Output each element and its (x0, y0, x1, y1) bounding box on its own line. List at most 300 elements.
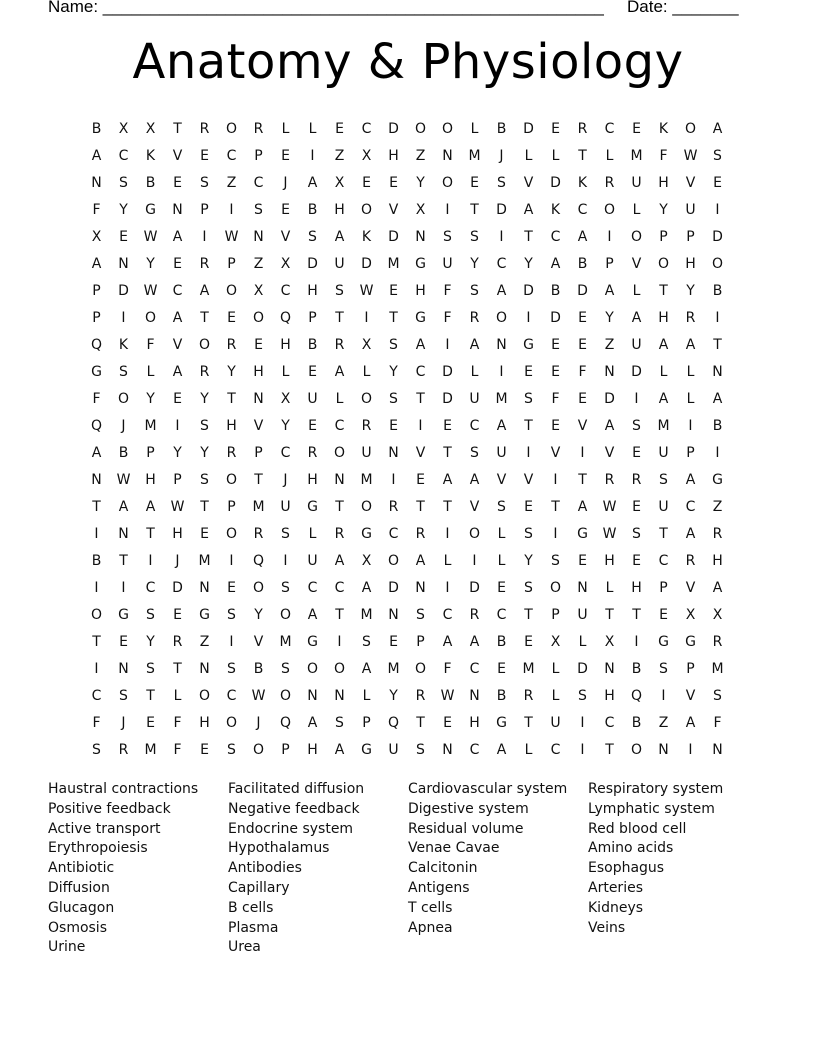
grid-letter: L (578, 633, 587, 650)
grid-letter: N (199, 579, 210, 596)
grid-letter: A (712, 579, 723, 596)
grid-letter: D (388, 579, 399, 596)
grid-letter: R (226, 444, 237, 461)
grid-letter: T (92, 498, 101, 515)
grid-letter: S (281, 660, 290, 677)
word-list-column-1 (48, 780, 228, 958)
word-list-column-3 (408, 780, 588, 938)
grid-letter: K (550, 201, 561, 218)
grid-letter: N (658, 741, 669, 758)
grid-letter: P (551, 606, 560, 623)
grid-row (83, 358, 731, 385)
grid-letter: N (334, 471, 345, 488)
grid-row (83, 466, 731, 493)
grid-letter: T (578, 147, 587, 164)
grid-letter: E (551, 336, 560, 353)
grid-letter: N (415, 579, 426, 596)
word-list-item: Antibiotic (48, 860, 115, 877)
grid-letter: E (551, 417, 560, 434)
grid-letter: E (578, 309, 587, 326)
grid-letter: Y (686, 282, 695, 299)
grid-letter: E (308, 363, 317, 380)
grid-letter: V (172, 336, 183, 353)
word-list-item: Haustral contractions (48, 781, 199, 797)
grid-letter: R (469, 309, 480, 326)
grid-letter: L (362, 687, 371, 704)
grid-letter: Y (119, 201, 128, 218)
grid-letter: Y (524, 255, 533, 272)
word-list-item: Plasma (228, 919, 279, 936)
grid-letter: Y (416, 174, 425, 191)
grid-letter: A (658, 390, 669, 407)
grid-letter: V (685, 579, 696, 596)
grid-letter: A (91, 444, 102, 461)
grid-letter: N (577, 579, 588, 596)
grid-row (83, 520, 731, 547)
grid-letter: Z (658, 714, 669, 731)
grid-letter: H (631, 579, 642, 596)
grid-letter: O (414, 120, 427, 137)
word-list-item: Capillary (228, 879, 290, 896)
grid-letter: Y (227, 363, 236, 380)
grid-letter: I (148, 552, 153, 569)
grid-letter: A (118, 498, 129, 515)
grid-letter: A (172, 228, 183, 245)
grid-letter: P (281, 741, 290, 758)
grid-letter: T (173, 120, 182, 137)
grid-letter: I (229, 633, 234, 650)
grid-letter: Y (146, 633, 155, 650)
grid-letter: E (173, 606, 182, 623)
word-list-item: Lymphatic system (588, 800, 715, 817)
grid-letter: G (91, 363, 102, 380)
word-list-item: Respiratory system (588, 781, 724, 797)
grid-letter: L (308, 525, 317, 542)
grid-letter: C (469, 741, 480, 758)
grid-letter: X (685, 606, 696, 623)
grid-letter: J (121, 417, 126, 434)
grid-letter: F (173, 741, 182, 758)
grid-letter: G (307, 498, 318, 515)
grid-letter: A (91, 147, 102, 164)
grid-letter: A (496, 417, 507, 434)
grid-letter: Z (199, 633, 210, 650)
grid-letter: T (551, 498, 560, 515)
grid-row (83, 412, 731, 439)
grid-letter: A (469, 633, 480, 650)
grid-letter: I (445, 201, 450, 218)
grid-letter: E (281, 201, 290, 218)
grid-letter: D (577, 660, 588, 677)
grid-letter: B (496, 633, 507, 650)
grid-letter: G (199, 606, 210, 623)
grid-letter: E (200, 525, 209, 542)
grid-letter: R (415, 687, 426, 704)
grid-letter: A (685, 525, 696, 542)
grid-letter: C (172, 282, 183, 299)
grid-letter: R (199, 120, 210, 137)
grid-letter: L (497, 525, 506, 542)
grid-letter: Q (279, 714, 292, 731)
grid-letter: N (496, 336, 507, 353)
grid-letter: A (145, 498, 156, 515)
grid-letter: C (469, 660, 480, 677)
grid-letter: B (91, 120, 102, 137)
grid-letter: K (145, 147, 156, 164)
word-list-item: Urea (228, 939, 261, 956)
grid-letter: F (92, 714, 101, 731)
grid-letter: Q (90, 336, 103, 353)
grid-row (83, 709, 731, 736)
grid-letter: O (711, 255, 724, 272)
grid-letter: A (550, 255, 561, 272)
grid-letter: E (308, 417, 317, 434)
grid-letter: A (415, 552, 426, 569)
grid-letter: E (416, 471, 425, 488)
grid-letter: E (659, 606, 668, 623)
grid-row (83, 574, 731, 601)
grid-letter: G (712, 471, 723, 488)
grid-letter: C (226, 687, 237, 704)
grid-letter: E (713, 174, 722, 191)
word-list-item: Antibodies (228, 860, 302, 877)
grid-letter: L (605, 147, 614, 164)
grid-letter: Y (254, 606, 263, 623)
grid-letter: O (198, 336, 211, 353)
grid-letter: K (118, 336, 129, 353)
grid-letter: T (524, 228, 533, 245)
grid-letter: H (685, 255, 696, 272)
grid-row (83, 736, 731, 763)
grid-letter: C (361, 120, 372, 137)
grid-letter: S (632, 525, 641, 542)
grid-row (83, 277, 731, 304)
grid-letter: T (173, 660, 182, 677)
grid-letter: G (496, 714, 507, 731)
grid-letter: N (307, 687, 318, 704)
grid-letter: H (712, 552, 723, 569)
grid-letter: X (334, 174, 345, 191)
name-field-label: Name: _____________________________________________________ (48, 0, 604, 16)
grid-letter: S (524, 525, 533, 542)
grid-letter: Y (605, 309, 614, 326)
grid-letter: R (388, 498, 399, 515)
grid-letter: G (307, 633, 318, 650)
grid-letter: N (712, 363, 723, 380)
grid-row (83, 250, 731, 277)
grid-letter: L (362, 363, 371, 380)
grid-letter: Y (389, 363, 398, 380)
grid-letter: S (227, 660, 236, 677)
grid-letter: O (468, 525, 481, 542)
grid-letter: M (360, 606, 373, 623)
grid-letter: R (361, 417, 372, 434)
grid-letter: O (441, 174, 454, 191)
grid-letter: B (631, 660, 642, 677)
grid-letter: E (524, 633, 533, 650)
grid-letter: P (686, 444, 695, 461)
grid-letter: W (251, 687, 266, 704)
grid-row (83, 547, 731, 574)
grid-letter: E (578, 552, 587, 569)
grid-letter: M (360, 471, 373, 488)
grid-letter: U (550, 714, 561, 731)
grid-letter: T (578, 471, 587, 488)
grid-letter: T (524, 606, 533, 623)
grid-letter: A (523, 201, 534, 218)
grid-letter: T (335, 606, 344, 623)
grid-letter: S (146, 606, 155, 623)
grid-letter: U (280, 498, 291, 515)
grid-letter: T (605, 741, 614, 758)
grid-letter: S (335, 714, 344, 731)
grid-letter: O (90, 606, 103, 623)
grid-letter: O (333, 444, 346, 461)
grid-letter: C (388, 525, 399, 542)
grid-letter: F (443, 282, 452, 299)
grid-letter: L (146, 363, 155, 380)
grid-letter: C (226, 147, 237, 164)
grid-letter: L (632, 201, 641, 218)
grid-letter: A (361, 579, 372, 596)
grid-letter: V (604, 444, 615, 461)
grid-letter: L (659, 363, 668, 380)
word-list-item: Residual volume (408, 820, 524, 837)
grid-letter: I (499, 363, 504, 380)
grid-letter: H (469, 714, 480, 731)
grid-letter: D (604, 390, 615, 407)
word-list-item: Diffusion (48, 879, 110, 896)
grid-letter: S (227, 606, 236, 623)
grid-row (83, 493, 731, 520)
grid-letter: C (280, 282, 291, 299)
grid-letter: S (254, 201, 263, 218)
grid-letter: H (307, 282, 318, 299)
grid-letter: I (499, 228, 504, 245)
grid-letter: T (659, 525, 668, 542)
grid-letter: W (224, 228, 239, 245)
grid-letter: N (442, 147, 453, 164)
grid-letter: P (92, 309, 101, 326)
grid-letter: M (522, 660, 535, 677)
grid-letter: P (254, 147, 263, 164)
grid-letter: H (199, 714, 210, 731)
grid-letter: C (604, 120, 615, 137)
grid-letter: B (496, 687, 507, 704)
grid-letter: L (551, 147, 560, 164)
grid-letter: H (388, 147, 399, 164)
grid-letter: O (360, 390, 373, 407)
grid-letter: A (415, 336, 426, 353)
grid-letter: U (361, 444, 372, 461)
grid-letter: R (334, 336, 345, 353)
grid-letter: E (335, 120, 344, 137)
grid-letter: E (389, 417, 398, 434)
grid-letter: R (523, 687, 534, 704)
grid-letter: A (685, 471, 696, 488)
grid-letter: S (632, 417, 641, 434)
grid-letter: A (469, 471, 480, 488)
word-list-item: Urine (48, 939, 86, 956)
grid-letter: B (496, 120, 507, 137)
grid-letter: U (307, 390, 318, 407)
grid-letter: U (658, 498, 669, 515)
word-list-item: Amino acids (588, 840, 674, 857)
grid-letter: T (227, 390, 236, 407)
grid-letter: G (685, 633, 696, 650)
grid-letter: A (307, 714, 318, 731)
grid-letter: V (469, 498, 480, 515)
grid-letter: X (118, 120, 129, 137)
grid-letter: C (550, 741, 561, 758)
grid-letter: E (632, 120, 641, 137)
grid-letter: E (632, 498, 641, 515)
word-list-item: Cardiovascular system (408, 781, 568, 797)
grid-letter: E (551, 120, 560, 137)
grid-letter: R (199, 363, 210, 380)
grid-letter: R (415, 525, 426, 542)
grid-letter: O (144, 309, 157, 326)
grid-letter: U (496, 444, 507, 461)
grid-letter: K (361, 228, 372, 245)
grid-letter: P (227, 498, 236, 515)
grid-letter: P (416, 633, 425, 650)
word-list-item: Kidneys (588, 899, 644, 916)
grid-letter: V (253, 417, 264, 434)
grid-letter: M (495, 390, 508, 407)
grid-letter: P (200, 201, 209, 218)
grid-letter: I (688, 741, 693, 758)
grid-letter: X (712, 606, 723, 623)
grid-letter: E (389, 174, 398, 191)
grid-letter: F (443, 660, 452, 677)
grid-letter: M (387, 255, 400, 272)
grid-letter: F (713, 714, 722, 731)
grid-letter: P (92, 282, 101, 299)
grid-letter: C (280, 444, 291, 461)
grid-letter: M (198, 552, 211, 569)
grid-letter: G (658, 633, 669, 650)
grid-letter: U (307, 552, 318, 569)
grid-letter: I (364, 309, 369, 326)
grid-letter: R (577, 120, 588, 137)
grid-letter: F (173, 714, 182, 731)
grid-letter: Z (604, 336, 615, 353)
grid-letter: Q (387, 714, 400, 731)
grid-letter: S (470, 282, 479, 299)
grid-letter: N (199, 660, 210, 677)
grid-letter: H (334, 201, 345, 218)
grid-letter: L (551, 687, 560, 704)
grid-letter: O (225, 120, 238, 137)
grid-letter: S (524, 579, 533, 596)
grid-letter: E (578, 336, 587, 353)
grid-letter: H (307, 471, 318, 488)
grid-letter: O (252, 309, 265, 326)
grid-letter: B (307, 336, 318, 353)
word-list-item: Calcitonin (408, 860, 478, 877)
grid-letter: Y (659, 201, 668, 218)
grid-letter: S (416, 606, 425, 623)
grid-letter: R (712, 633, 723, 650)
word-list-item: Active transport (48, 820, 161, 837)
grid-letter: T (524, 417, 533, 434)
grid-letter: M (252, 498, 265, 515)
grid-letter: I (634, 390, 639, 407)
grid-letter: E (389, 633, 398, 650)
word-list-item: Negative feedback (228, 800, 360, 817)
grid-letter: E (524, 363, 533, 380)
grid-letter: E (173, 390, 182, 407)
grid-letter: O (279, 687, 292, 704)
grid-letter: B (91, 552, 102, 569)
grid-row (83, 682, 731, 709)
grid-letter: E (362, 174, 371, 191)
grid-letter: T (335, 498, 344, 515)
grid-letter: Y (281, 417, 290, 434)
grid-letter: O (441, 120, 454, 137)
grid-letter: S (200, 417, 209, 434)
grid-letter: T (659, 282, 668, 299)
grid-letter: A (604, 282, 615, 299)
grid-letter: E (119, 633, 128, 650)
grid-letter: S (497, 498, 506, 515)
grid-letter: L (443, 552, 452, 569)
grid-letter: P (254, 444, 263, 461)
grid-letter: J (121, 714, 126, 731)
grid-letter: I (94, 660, 99, 677)
grid-letter: I (715, 309, 720, 326)
grid-letter: W (170, 498, 185, 515)
grid-letter: M (144, 741, 157, 758)
grid-letter: S (92, 741, 101, 758)
grid-letter: S (200, 174, 209, 191)
word-list-item: Antigens (408, 879, 470, 896)
grid-letter: V (523, 471, 534, 488)
grid-letter: L (281, 120, 290, 137)
word-list-item: Glucagon (48, 899, 115, 916)
grid-letter: T (146, 687, 155, 704)
grid-letter: D (442, 390, 453, 407)
grid-letter: A (685, 714, 696, 731)
grid-letter: T (416, 714, 425, 731)
grid-letter: P (308, 309, 317, 326)
grid-letter: Y (524, 552, 533, 569)
grid-letter: W (602, 525, 617, 542)
grid-letter: N (118, 525, 129, 542)
grid-letter: I (607, 228, 612, 245)
grid-letter: P (227, 255, 236, 272)
grid-row (83, 655, 731, 682)
grid-letter: O (225, 471, 238, 488)
grid-letter: A (91, 255, 102, 272)
grid-letter: C (685, 498, 696, 515)
grid-letter: V (523, 174, 534, 191)
grid-letter: O (225, 282, 238, 299)
grid-letter: O (117, 390, 130, 407)
word-list-item: Endocrine system (228, 820, 354, 837)
grid-letter: B (631, 714, 642, 731)
grid-letter: J (283, 471, 288, 488)
grid-letter: J (283, 174, 288, 191)
grid-letter: T (416, 390, 425, 407)
grid-letter: I (634, 633, 639, 650)
grid-letter: L (686, 363, 695, 380)
grid-letter: P (659, 579, 668, 596)
grid-letter: P (686, 228, 695, 245)
grid-letter: H (172, 525, 183, 542)
grid-letter: S (713, 147, 722, 164)
